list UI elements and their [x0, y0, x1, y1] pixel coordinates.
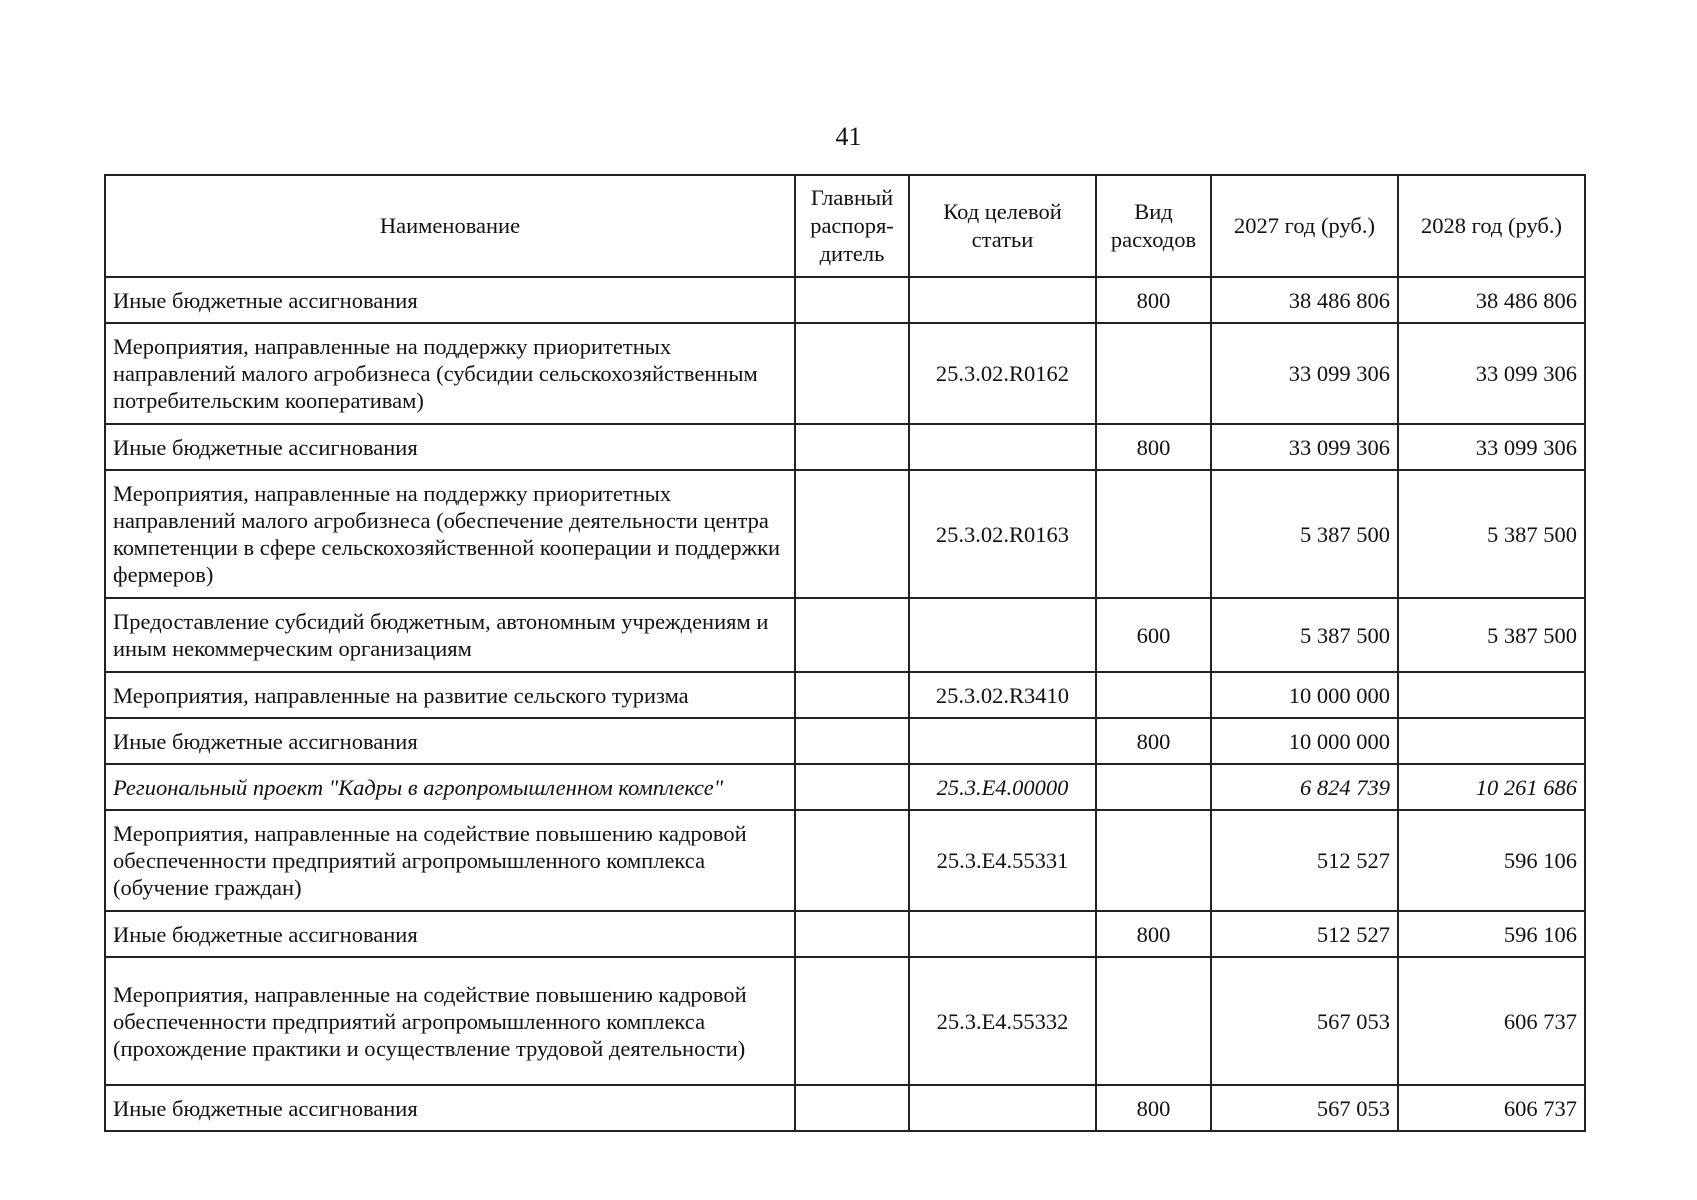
cell-vid	[1096, 672, 1211, 718]
table-row	[105, 277, 1585, 323]
cell-name: Мероприятия, направленные на развитие сельского туризма	[105, 672, 795, 718]
cell-2027: 512 527	[1211, 911, 1398, 957]
cell-name: Иные бюджетные ассигнования	[105, 911, 795, 957]
cell-2028	[1398, 672, 1585, 718]
cell-2028: 606 737	[1398, 957, 1585, 1085]
cell-code: 25.3.02.R0163	[909, 470, 1096, 598]
cell-grbs	[795, 718, 909, 764]
header-row	[105, 175, 1585, 277]
table-row	[105, 718, 1585, 764]
cell-vid: 800	[1096, 911, 1211, 957]
table-row	[105, 470, 1585, 598]
cell-2028: 606 737	[1398, 1085, 1585, 1131]
table-row	[105, 672, 1585, 718]
header-vid: Вид расходов	[1096, 175, 1211, 277]
cell-vid	[1096, 810, 1211, 911]
cell-2027: 567 053	[1211, 1085, 1398, 1131]
cell-name: Мероприятия, направленные на содействие повышению кадровой обеспеченности предприятий агропромышленного комплекса (обучение граждан)	[105, 810, 795, 911]
cell-grbs	[795, 1085, 909, 1131]
cell-2028: 33 099 306	[1398, 424, 1585, 470]
cell-2028: 596 106	[1398, 911, 1585, 957]
cell-vid: 800	[1096, 1085, 1211, 1131]
cell-name: Региональный проект "Кадры в агропромышленном комплексе"	[105, 764, 795, 810]
cell-2028: 33 099 306	[1398, 323, 1585, 424]
header-2027: 2027 год (руб.)	[1211, 175, 1398, 277]
cell-vid: 600	[1096, 598, 1211, 672]
cell-2028: 596 106	[1398, 810, 1585, 911]
cell-2027: 33 099 306	[1211, 323, 1398, 424]
cell-2028: 5 387 500	[1398, 598, 1585, 672]
cell-2028: 5 387 500	[1398, 470, 1585, 598]
cell-2028: 38 486 806	[1398, 277, 1585, 323]
table-row	[105, 323, 1585, 424]
cell-grbs	[795, 470, 909, 598]
cell-vid: 800	[1096, 277, 1211, 323]
cell-grbs	[795, 957, 909, 1085]
cell-2027: 10 000 000	[1211, 672, 1398, 718]
cell-code	[909, 911, 1096, 957]
cell-2028: 10 261 686	[1398, 764, 1585, 810]
cell-2027: 5 387 500	[1211, 598, 1398, 672]
cell-vid: 800	[1096, 424, 1211, 470]
cell-code: 25.3.E4.00000	[909, 764, 1096, 810]
cell-vid	[1096, 957, 1211, 1085]
cell-code: 25.3.E4.55332	[909, 957, 1096, 1085]
table-row	[105, 598, 1585, 672]
cell-vid	[1096, 764, 1211, 810]
header-grbs: Главный распоря-дитель	[795, 175, 909, 277]
cell-grbs	[795, 672, 909, 718]
cell-grbs	[795, 764, 909, 810]
cell-code	[909, 1085, 1096, 1131]
cell-code: 25.3.E4.55331	[909, 810, 1096, 911]
cell-grbs	[795, 598, 909, 672]
cell-name: Мероприятия, направленные на содействие повышению кадровой обеспеченности предприятий агропромышленного комплекса (прохождение практики и осуществление трудовой деятельности)	[105, 957, 795, 1085]
cell-name: Иные бюджетные ассигнования	[105, 1085, 795, 1131]
cell-name: Иные бюджетные ассигнования	[105, 424, 795, 470]
cell-2027: 38 486 806	[1211, 277, 1398, 323]
cell-code	[909, 424, 1096, 470]
cell-grbs	[795, 323, 909, 424]
cell-2028	[1398, 718, 1585, 764]
cell-name: Предоставление субсидий бюджетным, автономным учреждениям и иным некоммерческим организациям	[105, 598, 795, 672]
table-row	[105, 810, 1585, 911]
table-row	[105, 424, 1585, 470]
cell-2027: 5 387 500	[1211, 470, 1398, 598]
cell-name: Иные бюджетные ассигнования	[105, 718, 795, 764]
cell-code	[909, 598, 1096, 672]
cell-name: Иные бюджетные ассигнования	[105, 277, 795, 323]
cell-2027: 567 053	[1211, 957, 1398, 1085]
cell-name: Мероприятия, направленные на поддержку приоритетных направлений малого агробизнеса (обеспечение деятельности центра компетенции в сфере сельскохозяйственной кооперации и поддержки фермеров)	[105, 470, 795, 598]
table-row	[105, 1085, 1585, 1131]
cell-code: 25.3.02.R3410	[909, 672, 1096, 718]
table-row	[105, 764, 1585, 810]
cell-vid	[1096, 470, 1211, 598]
cell-grbs	[795, 911, 909, 957]
header-name: Наименование	[105, 175, 795, 277]
cell-grbs	[795, 810, 909, 911]
cell-vid	[1096, 323, 1211, 424]
page-number: 41	[835, 122, 862, 151]
cell-code	[909, 277, 1096, 323]
cell-name: Мероприятия, направленные на поддержку приоритетных направлений малого агробизнеса (субсидии сельскохозяйственным потребительским кооперативам)	[105, 323, 795, 424]
cell-grbs	[795, 424, 909, 470]
cell-2027: 10 000 000	[1211, 718, 1398, 764]
header-code: Код целевой статьи	[909, 175, 1096, 277]
header-2028: 2028 год (руб.)	[1398, 175, 1585, 277]
cell-code	[909, 718, 1096, 764]
cell-grbs	[795, 277, 909, 323]
cell-code: 25.3.02.R0162	[909, 323, 1096, 424]
table-row	[105, 957, 1585, 1085]
cell-2027: 512 527	[1211, 810, 1398, 911]
cell-vid: 800	[1096, 718, 1211, 764]
cell-2027: 33 099 306	[1211, 424, 1398, 470]
budget-table	[104, 174, 1586, 1132]
cell-2027: 6 824 739	[1211, 764, 1398, 810]
table-row	[105, 911, 1585, 957]
